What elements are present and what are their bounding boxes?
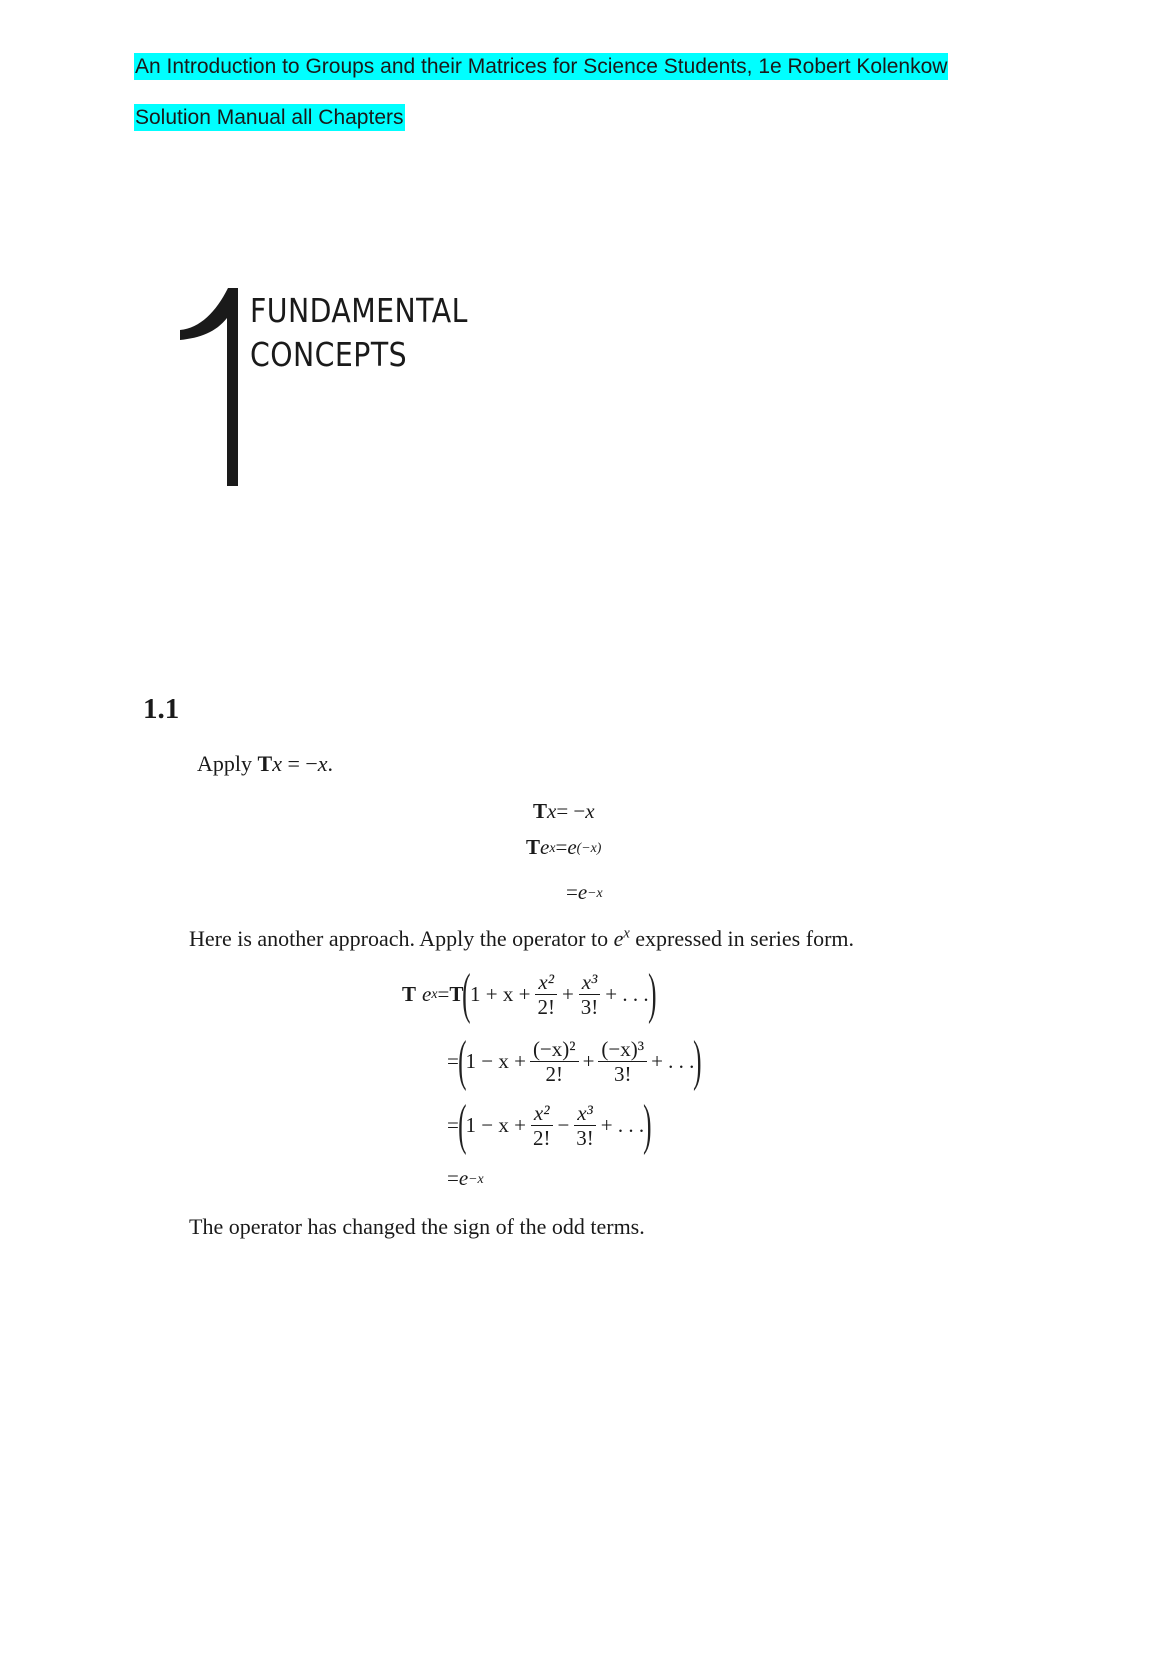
series-row-3: = ( 1 − x + $\frac{\text{x²}}{2!}$ − $\frac{\text{x³}}{3!}$ + . . . ) [447,1094,652,1156]
fraction: $\frac{\text{x³}}{3!}$ [578,971,602,1018]
fraction: $\frac{\text{(−x)³}}{3!}$ [598,1038,647,1085]
conclusion-sentence: The operator has changed the sign of the odd terms. [189,1214,645,1239]
series-row-4: = e −x [447,1166,484,1190]
equation-line-1: T x = − x [533,799,595,823]
chapter-number-graphic [178,288,248,488]
series-row-1: T e x = T ( 1 + x + $\frac{\text{x²}}{2!}$ + $\frac{\text{x³}}{3!}$ + . . . ) [402,963,657,1025]
chapter-title [250,292,503,374]
header-title-line1: An Introduction to Groups and their Matrices for Science Students, 1e Robert Kolenkow [135,55,948,78]
intro-sentence: Apply Tx = −x. [197,751,334,776]
fraction: $\frac{\text{x²}}{2!}$ [534,971,558,1018]
fraction: $\frac{\text{x²}}{2!}$ [530,1102,554,1149]
approach-sentence: Here is another approach. Apply the operator to $e^x$ expressed in series form. [189,925,855,951]
fraction: $\frac{\text{x³}}{3!}$ [573,1102,597,1149]
series-row-2: = ( 1 − x + $\frac{\text{(−x)²}}{2!}$ + $\frac{\text{(−x)³}}{3!}$ + . . . ) [447,1030,702,1092]
equation-line-2: T e x = e (−x) [526,835,602,859]
fraction: $\frac{\text{(−x)²}}{2!}$ [530,1038,579,1085]
chapter-title-line2: CONCEPTS [250,335,408,374]
equation-line-3: = e −x [566,880,603,904]
chapter-title-line1: FUNDAMENTAL [250,291,468,330]
header-title-line2: Solution Manual all Chapters [135,106,404,129]
section-number: 1.1 [143,693,180,725]
